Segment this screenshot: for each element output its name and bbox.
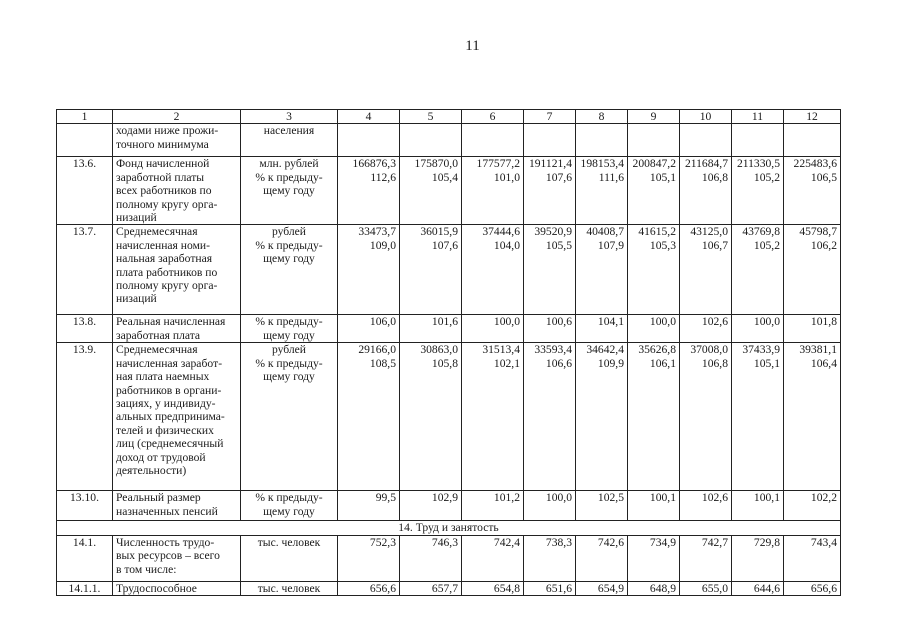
value: 106,5 bbox=[810, 170, 837, 184]
indicator-name: Реальная начисленная заработная плата bbox=[113, 315, 241, 343]
value: 200847,2 bbox=[632, 157, 676, 171]
row-number: 14.1. bbox=[57, 535, 113, 581]
value: 106,0 bbox=[369, 315, 396, 329]
value-cell bbox=[732, 225, 784, 315]
value-cell bbox=[784, 315, 841, 343]
unit-cell bbox=[241, 157, 338, 225]
value: 108,5 bbox=[369, 356, 396, 370]
header-row bbox=[57, 110, 841, 124]
row-number: 14.1.1. bbox=[57, 581, 113, 595]
labor-row-1 bbox=[57, 535, 841, 581]
value-cell bbox=[732, 157, 784, 225]
value-cell bbox=[400, 225, 462, 315]
value: 39381,1 bbox=[799, 343, 837, 357]
value: 106,8 bbox=[701, 356, 728, 370]
unit-cell bbox=[241, 315, 338, 343]
header-cell-8: 8 bbox=[576, 110, 628, 124]
unit-label: % к предыду- щему году bbox=[255, 491, 323, 518]
value-cell bbox=[576, 124, 628, 157]
value: 101,0 bbox=[493, 170, 520, 184]
value: 34642,4 bbox=[586, 343, 624, 357]
header-cell-5: 5 bbox=[400, 110, 462, 124]
value: 43769,8 bbox=[742, 225, 780, 239]
value: 105,4 bbox=[431, 170, 458, 184]
value: 742,4 bbox=[493, 535, 520, 549]
value: 43125,0 bbox=[690, 225, 728, 239]
value-cell bbox=[732, 491, 784, 521]
value: 734,9 bbox=[649, 535, 676, 549]
header-cell-6: 6 bbox=[462, 110, 524, 124]
value-cell bbox=[628, 124, 680, 157]
value: 111,6 bbox=[598, 170, 624, 184]
value: 105,8 bbox=[431, 356, 458, 370]
value-cell bbox=[784, 157, 841, 225]
header-cell-9: 9 bbox=[628, 110, 680, 124]
indicator-name: Численность трудо- вых ресурсов – всего в том числе: bbox=[113, 535, 241, 581]
value: 654,9 bbox=[597, 581, 624, 595]
header-cell-10: 10 bbox=[680, 110, 732, 124]
value: 656,6 bbox=[810, 581, 837, 595]
value-cell bbox=[628, 491, 680, 521]
value: 100,1 bbox=[753, 491, 780, 505]
value: 648,9 bbox=[649, 581, 676, 595]
value: 45798,7 bbox=[799, 225, 837, 239]
value: 106,7 bbox=[701, 238, 728, 252]
value: 41615,2 bbox=[638, 225, 676, 239]
value-cell bbox=[400, 157, 462, 225]
value: 99,5 bbox=[375, 491, 396, 505]
value: 31513,4 bbox=[482, 343, 520, 357]
value-cell bbox=[462, 315, 524, 343]
value: 107,6 bbox=[431, 238, 458, 252]
row-number bbox=[57, 124, 113, 157]
value: 36015,9 bbox=[420, 225, 458, 239]
value-cell bbox=[524, 343, 576, 491]
value-cell bbox=[524, 581, 576, 595]
unit-label: % к предыду- щему году bbox=[255, 170, 323, 198]
indicator-name: Трудоспособное bbox=[113, 581, 241, 595]
value: 101,6 bbox=[431, 315, 458, 329]
indicator-name: ходами ниже прожи- точного минимума bbox=[113, 124, 241, 157]
value-cell bbox=[784, 535, 841, 581]
unit-label: % к предыду- щему году bbox=[255, 356, 323, 384]
header-cell-4: 4 bbox=[338, 110, 400, 124]
unit-cell bbox=[241, 491, 338, 521]
value-cell bbox=[524, 157, 576, 225]
value: 656,6 bbox=[369, 581, 396, 595]
value-cell bbox=[732, 315, 784, 343]
value: 109,9 bbox=[597, 356, 624, 370]
value: 105,5 bbox=[545, 238, 572, 252]
value: 752,3 bbox=[369, 535, 396, 549]
value: 729,8 bbox=[753, 535, 780, 549]
value-cell bbox=[462, 535, 524, 581]
row-number: 13.6. bbox=[57, 157, 113, 225]
value-cell bbox=[338, 535, 400, 581]
value: 102,9 bbox=[431, 491, 458, 505]
value: 39520,9 bbox=[534, 225, 572, 239]
value-cell bbox=[338, 315, 400, 343]
value: 37433,9 bbox=[742, 343, 780, 357]
value-cell bbox=[462, 124, 524, 157]
value-cell bbox=[400, 491, 462, 521]
unit-cell bbox=[241, 535, 338, 581]
value: 175870,0 bbox=[414, 157, 458, 171]
value: 105,2 bbox=[753, 238, 780, 252]
header-cell-7: 7 bbox=[524, 110, 576, 124]
value: 655,0 bbox=[701, 581, 728, 595]
value: 106,2 bbox=[810, 238, 837, 252]
value: 102,2 bbox=[810, 491, 837, 505]
value-cell bbox=[400, 124, 462, 157]
value-cell bbox=[576, 225, 628, 315]
value: 651,6 bbox=[545, 581, 572, 595]
value-cell bbox=[784, 343, 841, 491]
data-row-4 bbox=[57, 315, 841, 343]
value: 102,1 bbox=[493, 356, 520, 370]
value: 105,1 bbox=[753, 356, 780, 370]
value: 105,2 bbox=[753, 170, 780, 184]
value: 177577,2 bbox=[476, 157, 520, 171]
value: 102,5 bbox=[597, 491, 624, 505]
value: 100,0 bbox=[649, 315, 676, 329]
value: 37008,0 bbox=[690, 343, 728, 357]
value: 100,6 bbox=[545, 315, 572, 329]
indicator-name: Среднемесячная начисленная номи- нальная заработная плата работников по полному кругу орга- низаций bbox=[113, 225, 241, 315]
header-cell-1: 1 bbox=[57, 110, 113, 124]
value: 106,4 bbox=[810, 356, 837, 370]
unit-label: рублей bbox=[271, 225, 307, 239]
row-number: 13.8. bbox=[57, 315, 113, 343]
value: 742,6 bbox=[597, 535, 624, 549]
indicator-name: Среднемесячная начисленная зарабoт- ная плата наемных работников в органи- зациях, у индивиду- альных предпринима- телей и физических лиц (среднемесячный доход от трудовой деятельности) bbox=[113, 343, 241, 491]
value-cell bbox=[338, 581, 400, 595]
value-cell bbox=[628, 343, 680, 491]
value-cell bbox=[576, 315, 628, 343]
value: 40408,7 bbox=[586, 225, 624, 239]
value: 107,9 bbox=[597, 238, 624, 252]
value: 30863,0 bbox=[420, 343, 458, 357]
value-cell bbox=[576, 491, 628, 521]
value-cell bbox=[524, 535, 576, 581]
value: 106,1 bbox=[649, 356, 676, 370]
value: 102,6 bbox=[701, 491, 728, 505]
value-cell bbox=[628, 581, 680, 595]
value: 112,6 bbox=[370, 170, 396, 184]
data-row-6 bbox=[57, 491, 841, 521]
value-cell bbox=[784, 124, 841, 157]
value-cell bbox=[628, 225, 680, 315]
unit-cell bbox=[241, 343, 338, 491]
header-cell-3: 3 bbox=[241, 110, 338, 124]
value: 29166,0 bbox=[358, 343, 396, 357]
section-row bbox=[57, 521, 841, 535]
value: 654,8 bbox=[493, 581, 520, 595]
value-cell bbox=[462, 225, 524, 315]
unit-cell bbox=[241, 581, 338, 595]
value: 644,6 bbox=[753, 581, 780, 595]
value: 104,0 bbox=[493, 238, 520, 252]
value-cell bbox=[784, 491, 841, 521]
row-number: 13.7. bbox=[57, 225, 113, 315]
value-cell bbox=[732, 343, 784, 491]
value-cell bbox=[628, 315, 680, 343]
value-cell bbox=[680, 315, 732, 343]
unit-label: тыс. человек bbox=[257, 535, 321, 549]
value-cell bbox=[576, 343, 628, 491]
value: 742,7 bbox=[701, 535, 728, 549]
value-cell bbox=[680, 581, 732, 595]
data-row-1 bbox=[57, 124, 841, 157]
value-cell bbox=[680, 535, 732, 581]
header-cell-11: 11 bbox=[732, 110, 784, 124]
value-cell bbox=[462, 343, 524, 491]
value-cell bbox=[784, 581, 841, 595]
value-cell bbox=[338, 225, 400, 315]
row-number: 13.9. bbox=[57, 343, 113, 491]
value-cell bbox=[732, 535, 784, 581]
value: 37444,6 bbox=[482, 225, 520, 239]
value-cell bbox=[338, 491, 400, 521]
data-row-2 bbox=[57, 157, 841, 225]
value: 166876,3 bbox=[352, 157, 396, 171]
value-cell bbox=[400, 581, 462, 595]
statistics-table bbox=[56, 109, 841, 596]
value: 102,6 bbox=[701, 315, 728, 329]
value: 211684,7 bbox=[684, 157, 728, 171]
unit-cell bbox=[241, 124, 338, 157]
value-cell bbox=[576, 581, 628, 595]
header-cell-2: 2 bbox=[113, 110, 241, 124]
value-cell bbox=[680, 225, 732, 315]
value-cell bbox=[524, 225, 576, 315]
header-cell-12: 12 bbox=[784, 110, 841, 124]
value-cell bbox=[680, 157, 732, 225]
unit-label: рублей bbox=[271, 343, 307, 357]
value-cell bbox=[524, 124, 576, 157]
data-row-3 bbox=[57, 225, 841, 315]
value: 106,8 bbox=[701, 170, 728, 184]
value: 225483,6 bbox=[793, 157, 837, 171]
value: 104,1 bbox=[597, 315, 624, 329]
unit-label: населения bbox=[263, 124, 315, 138]
value-cell bbox=[462, 491, 524, 521]
value-cell bbox=[338, 124, 400, 157]
indicator-name: Фонд начисленной заработной платы всех работников по полному кругу орга- низаций bbox=[113, 157, 241, 225]
data-row-5 bbox=[57, 343, 841, 491]
value-cell bbox=[462, 157, 524, 225]
value: 101,8 bbox=[810, 315, 837, 329]
value: 105,1 bbox=[649, 170, 676, 184]
value: 100,0 bbox=[545, 491, 572, 505]
value-cell bbox=[732, 124, 784, 157]
value-cell bbox=[400, 343, 462, 491]
value: 100,0 bbox=[493, 315, 520, 329]
value: 107,6 bbox=[545, 170, 572, 184]
value: 100,0 bbox=[753, 315, 780, 329]
unit-cell bbox=[241, 225, 338, 315]
value: 101,2 bbox=[493, 491, 520, 505]
value: 109,0 bbox=[369, 238, 396, 252]
section-title: 14. Труд и занятость bbox=[57, 521, 841, 535]
value-cell bbox=[628, 157, 680, 225]
value: 191121,4 bbox=[528, 157, 572, 171]
value-cell bbox=[680, 343, 732, 491]
value: 211330,5 bbox=[736, 157, 780, 171]
value: 738,3 bbox=[545, 535, 572, 549]
value-cell bbox=[576, 535, 628, 581]
value: 33593,4 bbox=[534, 343, 572, 357]
value: 33473,7 bbox=[358, 225, 396, 239]
labor-row-2 bbox=[57, 581, 841, 595]
value-cell bbox=[338, 343, 400, 491]
value: 657,7 bbox=[431, 581, 458, 595]
value-cell bbox=[338, 157, 400, 225]
value-cell bbox=[576, 157, 628, 225]
value: 100,1 bbox=[649, 491, 676, 505]
unit-label: % к предыду- щему году bbox=[255, 315, 323, 342]
value-cell bbox=[400, 315, 462, 343]
value-cell bbox=[400, 535, 462, 581]
value: 35626,8 bbox=[638, 343, 676, 357]
value-cell bbox=[784, 225, 841, 315]
indicator-name: Реальный размер назначенных пенсий bbox=[113, 491, 241, 521]
unit-label: тыс. человек bbox=[257, 581, 321, 595]
value-cell bbox=[680, 491, 732, 521]
value-cell bbox=[628, 535, 680, 581]
row-number: 13.10. bbox=[57, 491, 113, 521]
page-number: 11 bbox=[465, 38, 480, 54]
unit-label: % к предыду- щему году bbox=[255, 238, 323, 266]
value: 106,6 bbox=[545, 356, 572, 370]
value-cell bbox=[680, 124, 732, 157]
value-cell bbox=[462, 581, 524, 595]
value-cell bbox=[524, 491, 576, 521]
value-cell bbox=[732, 581, 784, 595]
value-cell bbox=[524, 315, 576, 343]
value: 198153,4 bbox=[580, 157, 624, 171]
value: 743,4 bbox=[810, 535, 837, 549]
unit-label: млн. рублей bbox=[259, 157, 319, 171]
value: 746,3 bbox=[431, 535, 458, 549]
value: 105,3 bbox=[649, 238, 676, 252]
